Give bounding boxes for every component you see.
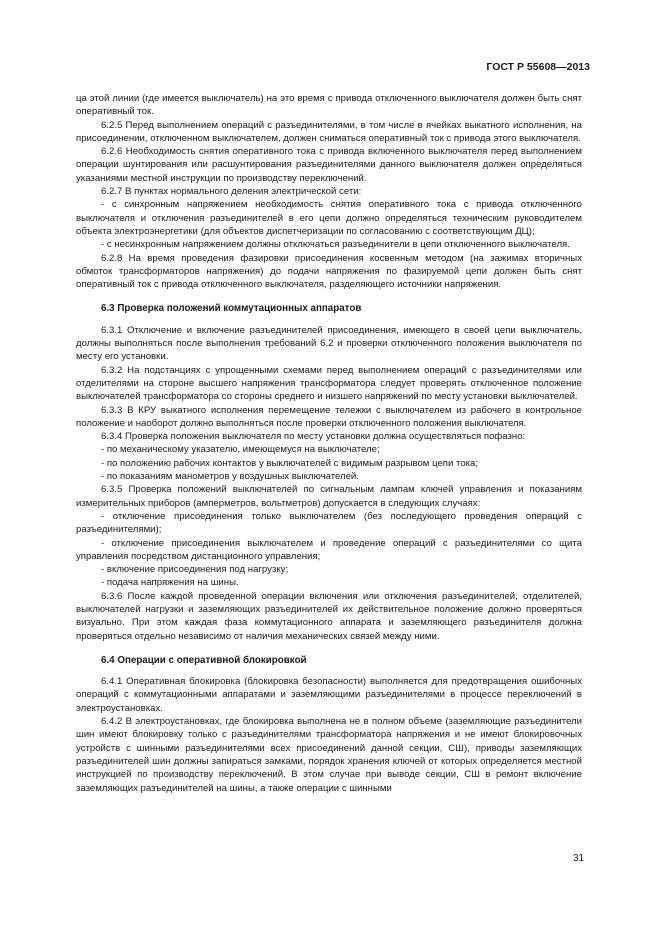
list-item: - отключение присоединения только выключателем (без последующего проведения операций с разъединителями); — [76, 510, 582, 536]
section-heading-6-4: 6.4 Операции с оперативной блокировкой — [101, 654, 307, 666]
list-item: - с синхронным напряжением необходимость снятия оперативного тока с привода отключенного выключателя и отключения разъединителей в его цепи должно определяться техническим руководителем объекта электроэнергетики (для объектов диспетчеризации по согласованию с соответствующим ДЦ); — [76, 199, 582, 237]
paragraph-6-3-3: 6.3.3 В КРУ выкатного исполнения перемещение тележки с выключателем из рабочего в контрольное положение и наоборот должно выполняться после проверки отключенного положения выключателя. — [76, 404, 582, 429]
list-item: - по положению рабочих контактов у выключателей с видимым разрывом цепи тока; — [101, 457, 479, 469]
paragraph-6-2-5: 6.2.5 Перед выполнением операций с разъединителями, в том числе в ячейках выкатного исполнения, на присоединении, отключенном выключателем, должен сниматься оперативный ток с привода этого выключателя. — [76, 119, 582, 144]
list-item: - по механическому указателю, имеющемуся на выключателе; — [101, 444, 380, 456]
page-body — [76, 92, 582, 795]
list-item: - отключение присоединения выключателем и проведение операций с разъединителями со щита управления посредством дистанционного управления; — [76, 537, 582, 562]
paragraph-6-4-1: 6.4.1 Оперативная блокировка (блокировка безопасности) выполняется для предотвращения ошибочных операций с коммутационными аппаратами и заземляющими разъединителями в процессе переключений в электроустановках. — [76, 676, 582, 714]
paragraph-6-3-6: 6.3.6 После каждой проведенной операции включения или отключения разъединителей, отделителей, выключателей нагрузки и заземляющих разъединителей их действительное положение должно проверяться визуально. При этом каждая фаза коммутационного аппарата и заземляющего разъединителя должна проверяться отдельно независимо от наличия механических связей между ними. — [76, 590, 582, 642]
paragraph: ца этой линии (где имеется выключатель) на это время с привода отключенного выключателя должен быть снят оперативный ток. — [76, 93, 582, 118]
list-item: - включение присоединения под нагрузку; — [101, 564, 289, 576]
paragraph-6-3-2: 6.3.2 На подстанциях с упрощенными схемами перед выполнением операций с разъединителями или отделителями на стороне высшего напряжения трансформатора следует проверять отключенное положение выключателей трансформатора со стороны среднего и низшего напряжений по месту установки выключателей. — [76, 364, 582, 403]
standard-code-header: ГОСТ Р 55608—2013 — [486, 61, 590, 73]
list-item: - с несинхронным напряжением должны отключаться разъединители в цепи отключенного выключателя. — [101, 239, 570, 251]
list-item: - по показаниям манометров у воздушных выключателей. — [101, 471, 359, 483]
list-item: - подача напряжения на шины. — [101, 577, 239, 589]
paragraph-6-4-2: 6.4.2 В электроустановках, где блокировка выполнена не в полном объеме (заземляющие разъединители шин имеют блокировку только с разъединителями трансформатора напряжения и не имеют блокировочных устройств с шинными разъединителями всех присоединений данной секции, СШ), приводы заземляющих разъединителей шин должны запираться замками, порядок хранения ключей от которых определяется местной инструкцией по производству переключений. В этом случае при выводе секции, СШ в ремонт включение заземляющих разъединителей на шины, а также операции с шинными — [76, 716, 582, 794]
paragraph-6-2-6: 6.2.6 Необходимость снятия оперативного тока с привода включенного выключателя перед выполнением операции шунтирования или расшунтирования разъединителями данного выключателя должен определяться указаниями местной инструкции по производству переключений. — [76, 146, 582, 184]
page-number: 31 — [573, 853, 585, 864]
paragraph-6-3-1: 6.3.1 Отключение и включение разъединителей присоединения, имеющего в своей цепи выключатель, должны выполняться после выполнения требований 6.2 и проверки отключенного положения выключателя по месту его установки. — [76, 324, 582, 363]
paragraph-6-2-8: 6.2.8 На время проведения фазировки присоединения косвенным методом (на зажимах вторичных обмоток трансформаторов напряжения) до подачи напряжения по фазируемой цепи должен быть снят оперативный ток с привода отключенного выключателя, разделяющего источники напряжения. — [76, 252, 582, 291]
paragraph-6-3-5: 6.3.5 Проверка положений выключателей по сигнальным лампам ключей управления и показаниям измерительных приборов (амперметров, вольтметров) допускается в следующих случаях: — [76, 484, 582, 509]
section-heading-6-3: 6.3 Проверка положений коммутационных аппаратов — [101, 303, 362, 315]
paragraph-6-3-4: 6.3.4 Проверка положения выключателя по месту установки должна осуществляться пофазно: — [101, 431, 526, 443]
paragraph-6-2-7: 6.2.7 В пунктах нормального деления электрической сети: — [101, 186, 362, 198]
